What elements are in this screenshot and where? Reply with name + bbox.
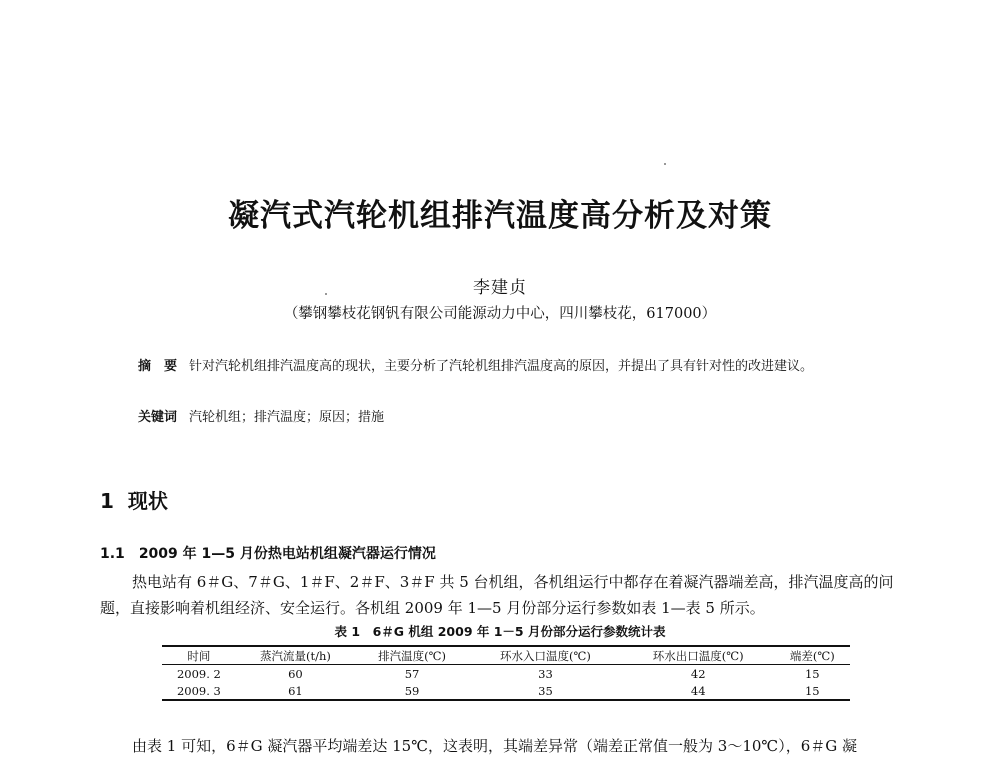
table-cell: 42 (690, 666, 706, 681)
paper-title: 凝汽式汽轮机组排汽温度高分析及对策 (228, 198, 772, 234)
subsection-heading (100, 543, 436, 563)
table-cell: 35 (469, 682, 622, 700)
body-paragraph: 热电站有 6＃G、7＃G、1＃F、2＃F、3＃F 共 5 台机组，各机组运行中都存在着凝汽器端差高，排汽温度高的问题，直接影响着机组经济、安全运行。各机组 2009 年 1—5 月份部分运行参数如表 1—表 5 所示。 (100, 573, 894, 617)
table-header-cell: 时间 (162, 646, 236, 665)
table-caption: 表 1 6＃G 机组 2009 年 1－5 月份部分运行参数统计表 (334, 624, 666, 639)
table-header-cell: 排汽温度(℃) (355, 646, 469, 665)
abstract-label: 摘 要 (138, 359, 178, 374)
table-cell: 2009. 3 (162, 682, 236, 700)
subsection-title: 2009 年 1—5 月份热电站机组凝汽器运行情况 (138, 546, 436, 562)
table-row (162, 665, 850, 683)
abstract-text: 针对汽轮机组排汽温度高的现状，主要分析了汽轮机组排汽温度高的原因，并提出了具有针对性的改进建议。 (189, 359, 814, 374)
keywords-text: 汽轮机组；排汽温度；原因；措施 (189, 410, 385, 425)
table-cell: 59 (355, 682, 469, 700)
abstract (138, 356, 898, 378)
table-row (162, 682, 850, 700)
table-header-cell: 环水入口温度(℃) (469, 646, 622, 665)
keywords (138, 406, 898, 425)
section-title: 现状 (127, 489, 168, 513)
section-number: 1 (100, 489, 114, 513)
table-cell: 2009. 2 (176, 666, 221, 681)
table-cell: 61 (236, 682, 355, 700)
body-paragraph-continued: 由表 1 可知，6＃G 凝汽器平均端差达 15℃，这表明，其端差异常（端差正常值一般为 3～10℃），6＃G 凝 (132, 737, 857, 755)
scan-speck (664, 163, 666, 165)
subsection-number: 1.1 (100, 546, 125, 562)
table-header-cell: 端差(℃) (775, 646, 850, 665)
table-header-row (162, 646, 850, 665)
table-cell: 15 (804, 666, 820, 681)
keywords-label: 关键词 (138, 410, 178, 425)
table-cell: 33 (538, 666, 553, 681)
table-cell: 44 (622, 682, 775, 700)
section-heading (100, 485, 168, 514)
author-affiliation: （攀钢攀枝花钢钒有限公司能源动力中心，四川攀枝花，617000） (283, 306, 717, 322)
table-cell: 15 (775, 682, 850, 700)
table-cell: 57 (404, 666, 420, 681)
table-header-cell: 蒸汽流量(t/h) (236, 646, 355, 665)
author-name: 李建贞 (473, 278, 527, 298)
parameter-table (162, 645, 850, 701)
table-cell: 60 (288, 666, 303, 681)
table-header-cell: 环水出口温度(℃) (622, 646, 775, 665)
